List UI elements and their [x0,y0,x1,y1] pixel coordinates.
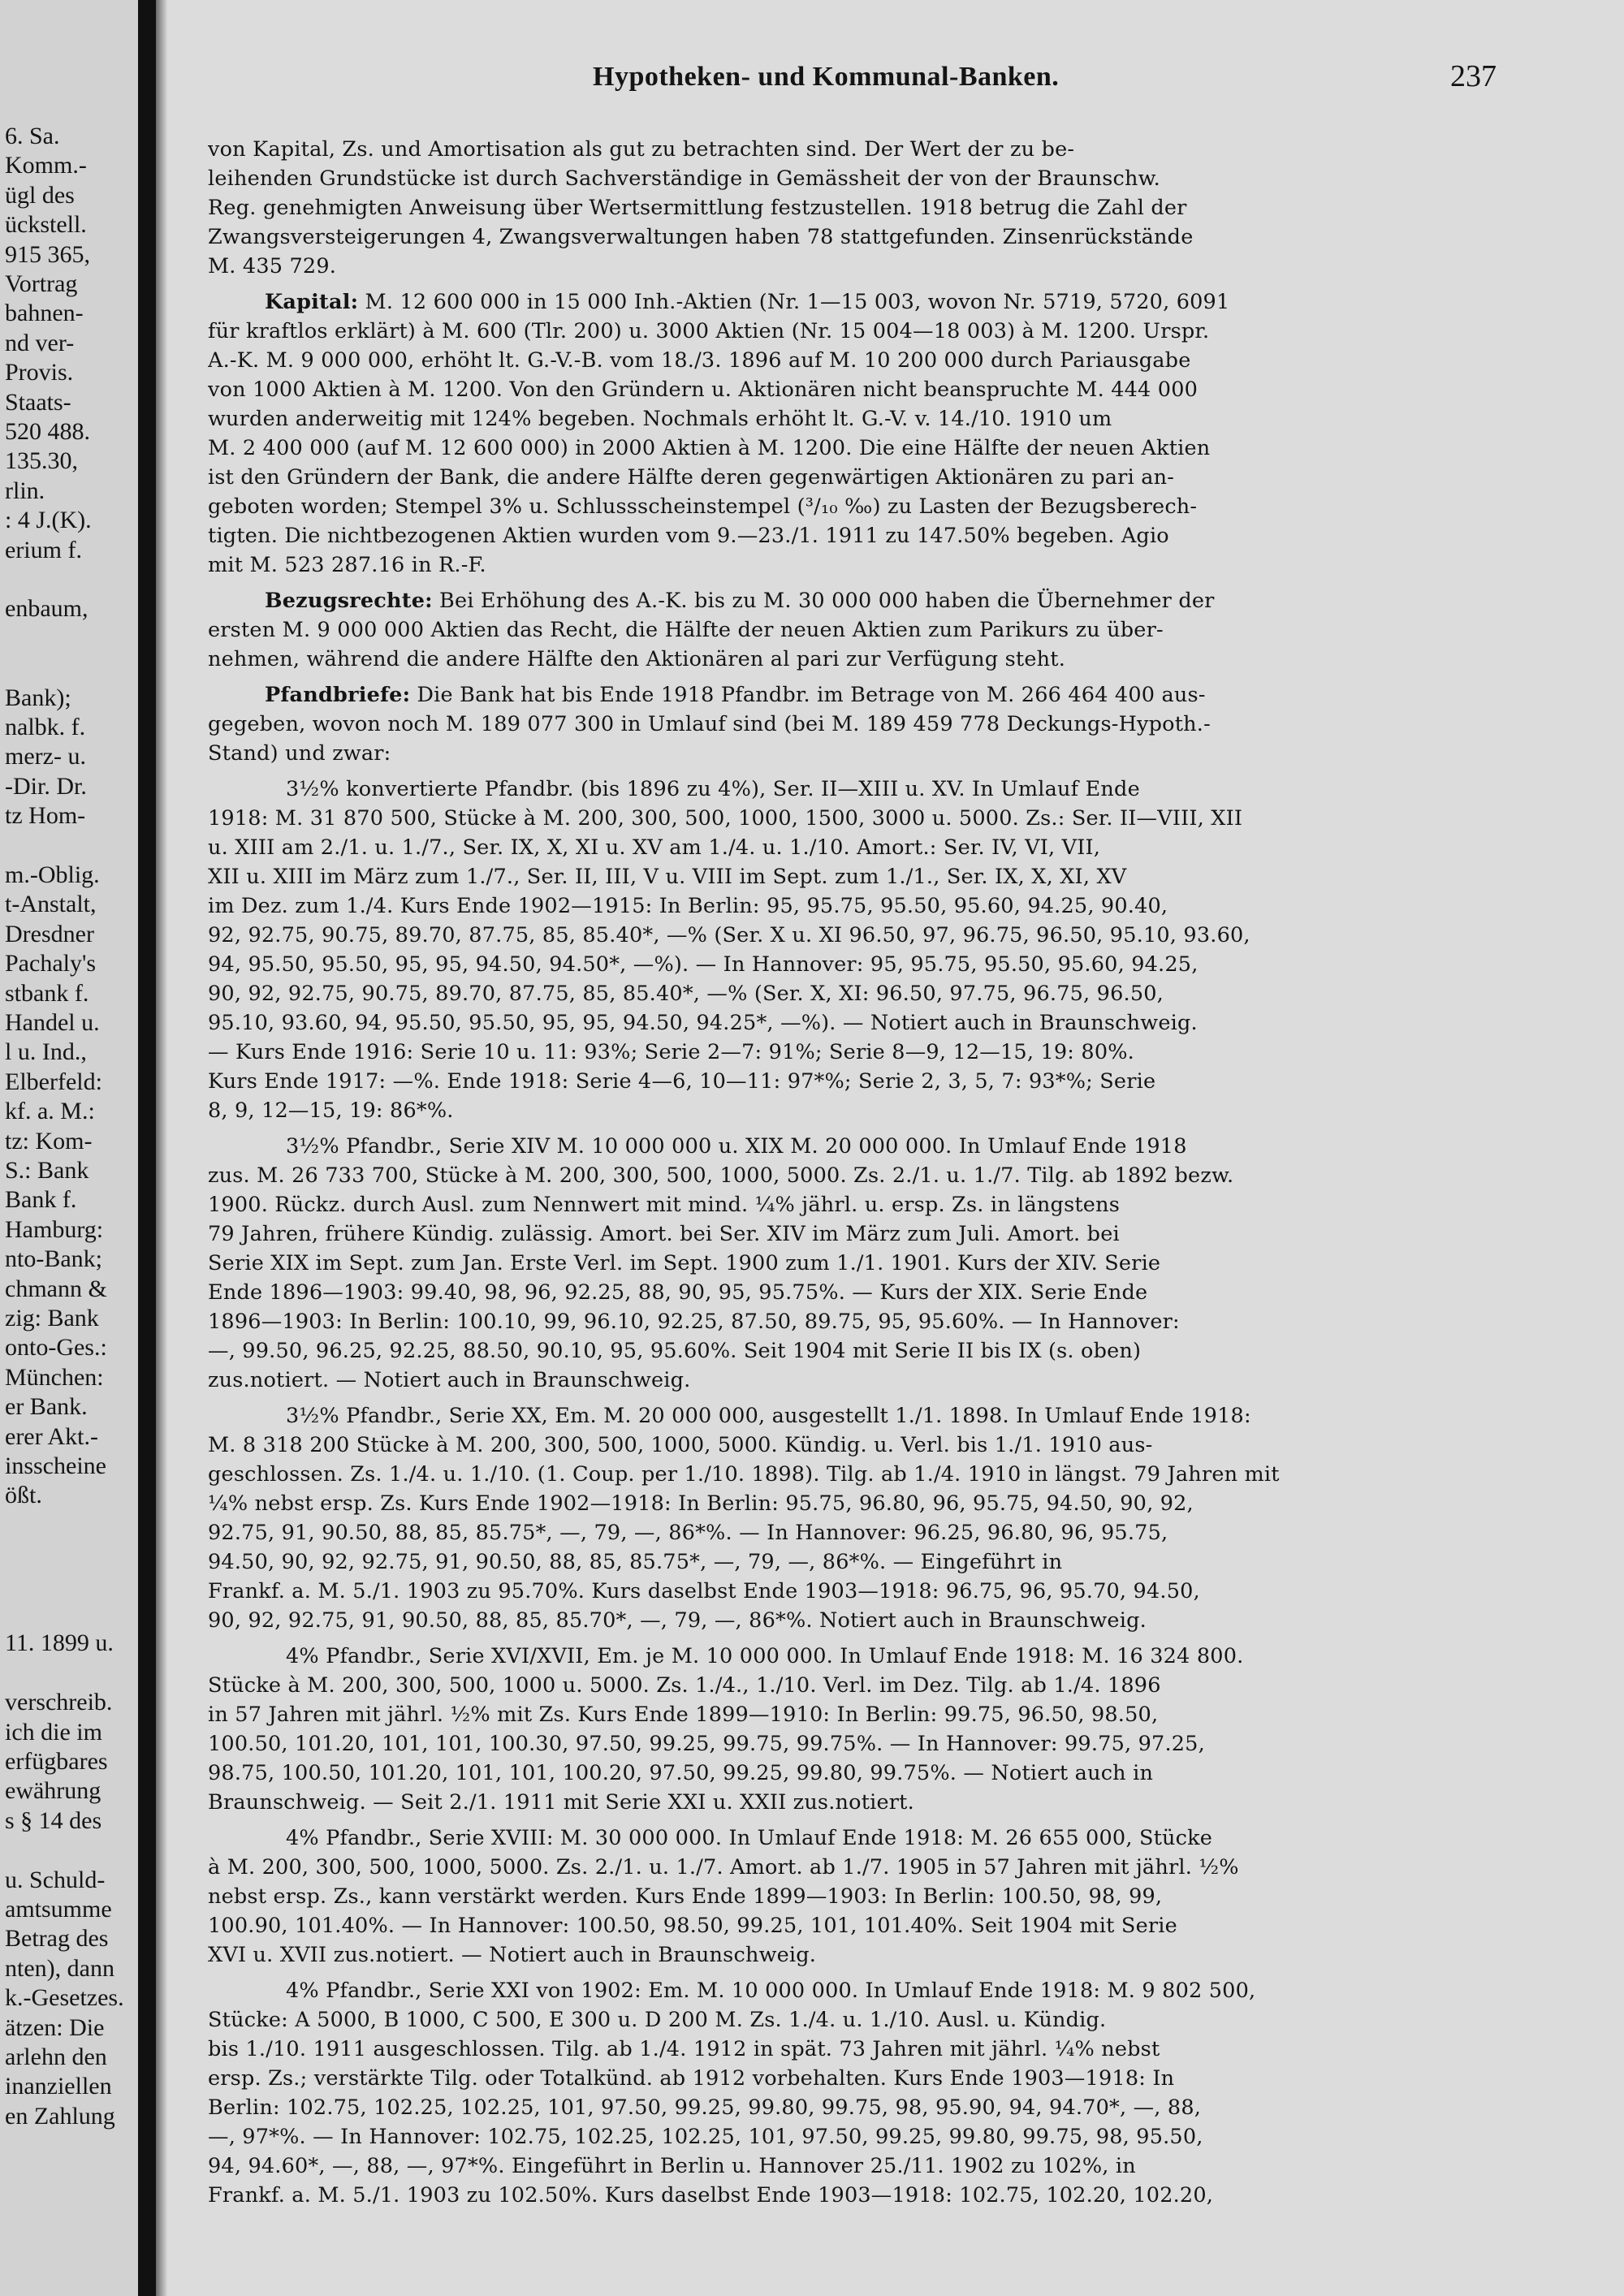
text-line: ersten M. 9 000 000 Aktien das Recht, die Hälfte der neuen Aktien zum Parikurs zu über- [208,618,1164,642]
left-page-fragment: 135.30, [5,447,78,475]
left-page-fragment: s § 14 des [5,1806,102,1834]
text-line: in 57 Jahren mit jährl. ½% mit Zs. Kurs Ende 1899—1910: In Berlin: 99.75, 96.50, 98.50, [208,1703,1159,1727]
left-page-fragment: München: [5,1363,104,1391]
text-line: 8, 9, 12—15, 19: 86*%. [208,1098,454,1123]
left-page-fragment: nd ver- [5,329,75,356]
text-line: 3½% Pfandbr., Serie XX, Em. M. 20 000 000, ausgestellt 1./1. 1898. In Umlauf Ende 1918: [286,1404,1251,1428]
text-line: leihenden Grundstücke ist durch Sachverständige in Gemässheit der von der Braunschw. [208,166,1160,191]
left-page-fragment: tz Hom- [5,802,86,830]
left-page-fragment: amtsumme [5,1896,112,1923]
text-line: 79 Jahren, frühere Kündig. zulässig. Amort. bei Ser. XIV im März zum Juli. Amort. bei [208,1222,1120,1246]
left-page-fragment: 6. Sa. [5,123,60,149]
paragraph [208,1823,1502,1970]
left-page-fragment: -Dir. Dr. [5,772,87,800]
text-line: ersp. Zs.; verstärkte Tilg. oder Totalkünd. ab 1912 vorbehalten. Kurs Ende 1903—1918: In [208,2066,1175,2091]
text-line: 1900. Rückz. durch Ausl. zum Nennwert mit mind. ¼% jährl. u. ersp. Zs. in längstens [208,1193,1120,1217]
paragraph [208,1976,1502,2210]
text-line: 92.75, 91, 90.50, 88, 85, 85.75*, —, 79, —, 86*%. — In Hannover: 96.25, 96.80, 96, 95.75, [208,1521,1168,1545]
left-page-fragment: t-Anstalt, [5,891,97,918]
text-line: nebst ersp. Zs., kann verstärkt werden. Kurs Ende 1899—1903: In Berlin: 100.50, 98, 99, [208,1884,1163,1909]
left-page-fragment: en Zahlung [5,2102,115,2130]
text-line: 4% Pfandbr., Serie XXI von 1902: Em. M. 10 000 000. In Umlauf Ende 1918: M. 9 802 500, [286,1979,1256,2003]
text-line: A.-K. M. 9 000 000, erhöht lt. G.-V.-B. vom 18./3. 1896 auf M. 10 200 000 durch Pariausgabe [208,348,1191,373]
left-page-fragment: erium f. [5,536,82,563]
left-page-fragment: erfügbares [5,1748,108,1775]
text-line: 90, 92, 92.75, 91, 90.50, 88, 85, 85.70*, —, 79, —, 86*%. Notiert auch in Braunschweig. [208,1608,1147,1633]
left-page-fragment: zig: Bank [5,1305,99,1331]
text-line: zus.notiert. — Notiert auch in Braunschweig. [208,1368,691,1392]
paragraph [208,1132,1502,1395]
left-page-fragment: Pachaly's [5,950,97,978]
text-line: gegeben, wovon noch M. 189 077 300 in Umlauf sind (bei M. 189 459 778 Deckungs-Hypoth.- [208,712,1211,736]
left-page-fragment: insscheine [5,1452,106,1479]
text-line: Stücke à M. 200, 300, 500, 1000 u. 5000. Zs. 1./4., 1./10. Verl. im Dez. Tilg. ab 1./4. 1896 [208,1673,1161,1698]
left-page-fragment: k.-Gesetzes. [5,1984,124,2012]
text-line: 4% Pfandbr., Serie XVI/XVII, Em. je M. 10 000 000. In Umlauf Ende 1918: M. 16 324 800. [286,1644,1244,1668]
left-page-fragment: ewährung [5,1777,102,1805]
text-line: M. 8 318 200 Stücke à M. 200, 300, 500, 1000, 5000. Kündig. u. Verl. bis 1./1. 1910 aus- [208,1433,1153,1457]
page [167,0,1624,2296]
text-line: mit M. 523 287.16 in R.-F. [208,553,486,577]
text-line: 100.50, 101.20, 101, 101, 100.30, 97.50, 99.25, 99.75, 99.75%. — In Hannover: 99.75, 97.25, [208,1732,1205,1756]
left-page-fragment: stbank f. [5,979,89,1007]
adjacent-page-strip [0,0,138,2296]
text-line: à M. 200, 300, 500, 1000, 5000. Zs. 2./1. u. 1./7. Amort. ab 1./7. 1905 in 57 Jahren mit jährl. ½% [208,1855,1239,1880]
left-page-fragment: 11. 1899 u. [5,1629,114,1657]
left-page-fragment: Komm.- [5,152,87,179]
text-line: — Kurs Ende 1916: Serie 10 u. 11: 93%; Serie 2—7: 91%; Serie 8—9, 12—15, 19: 80%. [208,1040,1134,1064]
left-page-fragment: l u. Ind., [5,1038,87,1066]
paragraph [208,775,1502,1125]
text-line: XII u. XIII im März zum 1./7., Ser. II, III, V u. VIII im Sept. zum 1./1., Ser. IX, X, XI, XV [208,865,1127,889]
left-page-fragment: 915 365, [5,240,90,268]
left-page-fragment: Dresdner [5,920,94,947]
left-page-fragment: chmann & [5,1275,107,1302]
left-page-fragment: m.-Oblig. [5,861,100,888]
text-line: —, 99.50, 96.25, 92.25, 88.50, 90.10, 95, 95.60%. Seit 1904 mit Serie II bis IX (s. oben) [208,1339,1142,1363]
text-line: Pfandbriefe: Die Bank hat bis Ende 1918 Pfandbr. im Betrage von M. 266 464 400 aus- [265,683,1206,707]
text-line: 98.75, 100.50, 101.20, 101, 101, 100.20, 97.50, 99.25, 99.80, 99.75%. — Notiert auch in [208,1761,1154,1785]
left-page-fragment: nten), dann [5,1954,114,1982]
text-line: Ende 1896—1903: 99.40, 98, 96, 92.25, 88, 90, 95, 95.75%. — Kurs der XIX. Serie Ende [208,1280,1148,1305]
text-line: von 1000 Aktien à M. 1200. Von den Gründern u. Aktionären nicht beanspruchte M. 444 000 [208,378,1199,402]
left-page-fragment: Handel u. [5,1009,100,1036]
gutter-shadow [156,0,167,2296]
text-line: Frankf. a. M. 5./1. 1903 zu 102.50%. Kurs daselbst Ende 1903—1918: 102.75, 102.20, 102.20, [208,2183,1214,2208]
text-line: 1896—1903: In Berlin: 100.10, 99, 96.10, 92.25, 87.50, 89.75, 95, 95.60%. — In Hannover: [208,1310,1180,1334]
left-page-fragment: kf. a. M.: [5,1098,95,1125]
text-line: von Kapital, Zs. und Amortisation als gut zu betrachten sind. Der Wert der zu be- [208,137,1075,162]
text-line: geschlossen. Zs. 1./4. u. 1./10. (1. Coup. per 1./10. 1898). Tilg. ab 1./4. 1910 in längst. 79 Jahren mit [208,1462,1280,1487]
text-line: Berlin: 102.75, 102.25, 102.25, 101, 97.50, 99.25, 99.80, 99.75, 98, 95.90, 94, 94.70*, —, 88, [208,2095,1202,2120]
left-page-fragment: tz: Kom- [5,1127,93,1154]
running-head: Hypotheken- und Kommunal-Banken. [593,62,1060,92]
left-page-fragment: Staats- [5,388,71,416]
text-line: für kraftlos erklärt) à M. 600 (Tlr. 200) u. 3000 Aktien (Nr. 15 004—18 003) à M. 1200. Urspr. [208,319,1210,343]
left-page-fragment: inanziellen [5,2073,112,2100]
text-line: wurden anderweitig mit 124% begeben. Nochmals erhöht lt. G.-V. v. 14./10. 1910 um [208,407,1112,431]
left-page-fragment: enbaum, [5,595,89,623]
text-line: ist den Gründern der Bank, die andere Hälfte deren gegenwärtigen Aktionären zu pari an- [208,465,1175,490]
text-line: ¼% nebst ersp. Zs. Kurs Ende 1902—1918: In Berlin: 95.75, 96.80, 96, 95.75, 94.50, 90, 92, [208,1491,1194,1516]
text-line: 92, 92.75, 90.75, 89.70, 87.75, 85, 85.40*, —% (Ser. X u. XI 96.50, 97, 96.75, 96.50, 95.10, 93.60, [208,923,1250,947]
book-gutter [138,0,156,2296]
text-line: 3½% Pfandbr., Serie XIV M. 10 000 000 u. XIX M. 20 000 000. In Umlauf Ende 1918 [286,1134,1187,1159]
text-line: Serie XIX im Sept. zum Jan. Erste Verl. im Sept. 1900 zum 1./1. 1901. Kurs der XIV. Serie [208,1251,1161,1275]
left-page-fragment: Elberfeld: [5,1068,102,1095]
paragraph [208,680,1502,768]
paragraph [208,586,1502,674]
text-line: 94, 95.50, 95.50, 95, 95, 94.50, 94.50*, —%). — In Hannover: 95, 95.75, 95.50, 95.60, 94.25, [208,952,1199,977]
text-line: im Dez. zum 1./4. Kurs Ende 1902—1915: In Berlin: 95, 95.75, 95.50, 95.60, 94.25, 90.40, [208,894,1168,918]
left-page-fragment: Hamburg: [5,1215,104,1243]
text-line: 100.90, 101.40%. — In Hannover: 100.50, 98.50, 99.25, 101, 101.40%. Seit 1904 mit Serie [208,1914,1177,1938]
paragraph [208,287,1502,580]
page-number: 237 [1450,59,1497,93]
text-line: M. 2 400 000 (auf M. 12 600 000) in 2000 Aktien à M. 1200. Die eine Hälfte der neuen Aktien [208,436,1211,460]
text-line: nehmen, während die andere Hälfte den Aktionären al pari zur Verfügung steht. [208,647,1066,671]
left-page-fragment: arlehn den [5,2044,107,2070]
body-text [208,135,1502,2216]
left-page-fragment: rlin. [5,477,45,504]
text-line: Stücke: A 5000, B 1000, C 500, E 300 u. D 200 M. Zs. 1./4. u. 1./10. Ausl. u. Kündig. [208,2008,1107,2032]
left-page-fragment: ügl des [5,181,75,209]
text-line: tigten. Die nichtbezogenen Aktien wurden vom 9.—23./1. 1911 zu 147.50% begeben. Agio [208,524,1169,548]
text-line: 3½% konvertierte Pfandbr. (bis 1896 zu 4%), Ser. II—XIII u. XV. In Umlauf Ende [286,777,1140,801]
left-page-fragment: Betrag des [5,1925,109,1953]
left-page-fragment: Vortrag [5,270,78,297]
left-page-fragment: merz- u. [5,743,86,770]
text-line: Braunschweig. — Seit 2./1. 1911 mit Serie XXI u. XXII zus.notiert. [208,1790,914,1815]
left-page-fragment: Bank); [5,684,71,711]
left-page-fragment: nto-Bank; [5,1245,102,1273]
left-page-fragment: S.: Bank [5,1157,89,1184]
left-page-fragment: er Bank. [5,1393,88,1421]
text-line: 94.50, 90, 92, 92.75, 91, 90.50, 88, 85, 85.75*, —, 79, —, 86*%. — Eingeführt in [208,1550,1063,1574]
text-line: —, 97*%. — In Hannover: 102.75, 102.25, 102.25, 101, 97.50, 99.25, 99.80, 99.75, 98, 95.50, [208,2125,1203,2149]
paragraph [208,135,1502,281]
text-line: Stand) und zwar: [208,741,391,766]
left-page-fragment: onto-Ges.: [5,1334,107,1362]
text-line: u. XIII am 2./1. u. 1./7., Ser. IX, X, XI u. XV am 1./4. u. 1./10. Amort.: Ser. IV, VI, VII, [208,835,1101,860]
left-page-fragment: verschreib. [5,1689,113,1716]
text-line: Bezugsrechte: Bei Erhöhung des A.-K. bis zu M. 30 000 000 haben die Übernehmer der [265,589,1215,613]
text-line: 1918: M. 31 870 500, Stücke à M. 200, 300, 500, 1000, 1500, 3000 u. 5000. Zs.: Ser. II—VIII, XII [208,806,1243,831]
left-page-fragment: erer Akt.- [5,1422,98,1450]
left-page-fragment: ich die im [5,1718,102,1746]
left-page-fragment: Provis. [5,359,74,386]
left-page-fragment: u. Schuld- [5,1866,106,1893]
text-line: Kapital: M. 12 600 000 in 15 000 Inh.-Aktien (Nr. 1—15 003, wovon Nr. 5719, 5720, 6091 [265,290,1230,314]
text-line: M. 435 729. [208,254,337,278]
text-line: Zwangsversteigerungen 4, Zwangsverwaltungen haben 78 stattgefunden. Zinsenrückstände [208,225,1194,249]
text-line: geboten worden; Stempel 3% u. Schlussscheinstempel (³/₁₀ ‰) zu Lasten der Bezugsberech- [208,494,1198,519]
text-line: bis 1./10. 1911 ausgeschlossen. Tilg. ab 1./4. 1912 in spät. 73 Jahren mit jährl. ¼% nebst [208,2037,1160,2061]
left-page-fragment: : 4 J.(K). [5,507,92,534]
text-line: Reg. genehmigten Anweisung über Wertsermittlung festzustellen. 1918 betrug die Zahl der [208,196,1187,220]
text-line: 4% Pfandbr., Serie XVIII: M. 30 000 000. In Umlauf Ende 1918: M. 26 655 000, Stücke [286,1826,1213,1850]
text-line: 94, 94.60*, —, 88, —, 97*%. Eingeführt in Berlin u. Hannover 25./11. 1902 zu 102%, in [208,2154,1136,2178]
text-line: zus. M. 26 733 700, Stücke à M. 200, 300, 500, 1000, 5000. Zs. 2./1. u. 1./7. Tilg. ab 1892 bezw. [208,1163,1234,1188]
text-line: Kurs Ende 1917: —%. Ende 1918: Serie 4—6, 10—11: 97*%; Serie 2, 3, 5, 7: 93*%; Serie [208,1069,1156,1094]
left-page-fragment: bahnen- [5,300,84,327]
text-line: 95.10, 93.60, 94, 95.50, 95.50, 95, 95, 94.50, 94.25*, —%). — Notiert auch in Braunschweig. [208,1011,1198,1035]
paragraph [208,1642,1502,1817]
text-line: XVI u. XVII zus.notiert. — Notiert auch in Braunschweig. [208,1943,817,1967]
text-line: 90, 92, 92.75, 90.75, 89.70, 87.75, 85, 85.40*, —% (Ser. X, XI: 96.50, 97.75, 96.75, 96.50, [208,982,1164,1006]
left-page-fragment: ößt. [5,1482,42,1509]
left-page-fragment: Bank f. [5,1186,77,1214]
left-page-fragment: 520 488. [5,418,90,445]
left-page-fragment: ätzen: Die [5,2013,105,2041]
text-line: Frankf. a. M. 5./1. 1903 zu 95.70%. Kurs daselbst Ende 1903—1918: 96.75, 96, 95.70, 94.50, [208,1579,1200,1603]
paragraph [208,1401,1502,1635]
left-page-fragment: nalbk. f. [5,714,86,740]
left-page-fragment: ückstell. [5,211,87,239]
